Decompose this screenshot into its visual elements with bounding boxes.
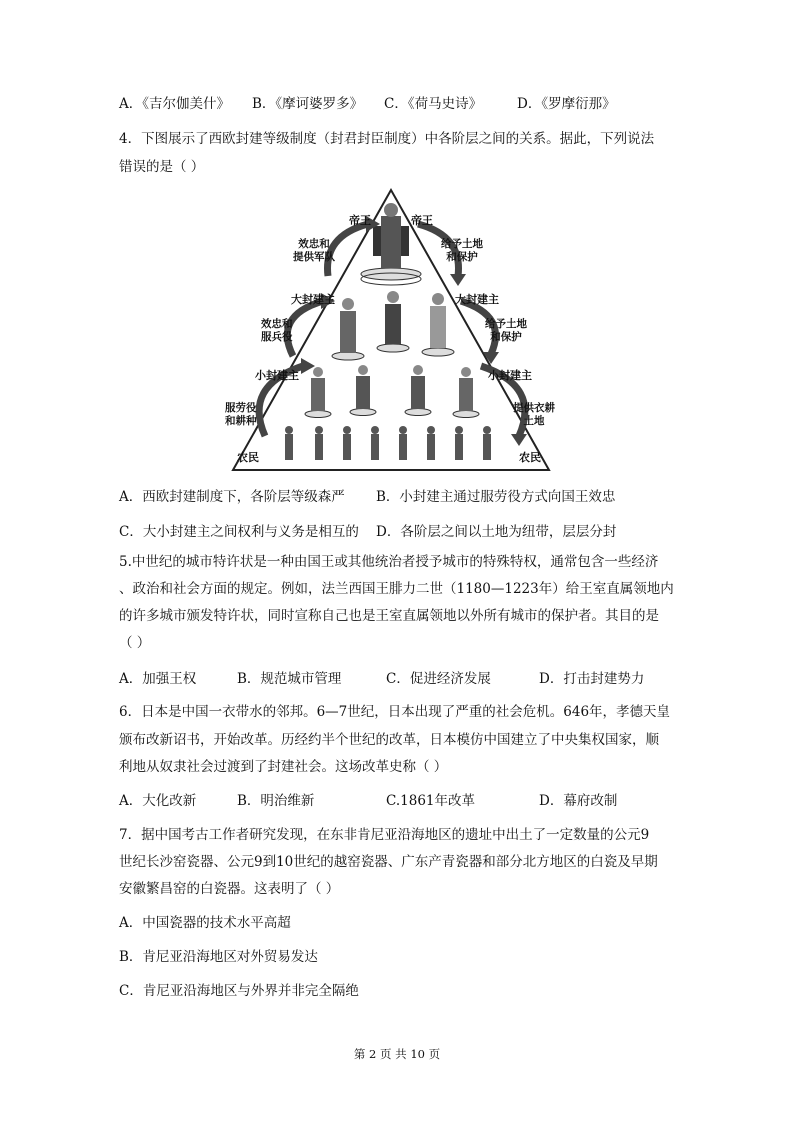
arrow-label-down-bottom: 提供衣耕 土地 [513,402,555,427]
arrow-label-up-bottom: 服劳役 和耕种 [225,402,257,427]
q6-option-a: A．大化改新 [119,793,197,809]
label-king-left: 帝王 [349,214,371,227]
q5-line4: （ ） [119,635,151,651]
q7-option-b: B．肯尼亚沿海地区对外贸易发达 [119,949,318,965]
q5-line2: 、政治和社会方面的规定。例如，法兰西国王腓力二世（1180—1223年）给王室直属领地内 [119,581,674,597]
q3-option-b: B．《摩诃婆罗多》 [252,96,364,112]
arrow-label-up-top: 效忠和 提供军队 [293,238,335,263]
label-great-lord-right: 大封建主 [455,293,499,306]
arrow-label-up-mid: 效忠和 服兵役 [261,318,293,343]
q5-line1: 5.中世纪的城市特许状是一种由国王或其他统治者授予城市的特殊特权，通常包含一些经济 [119,554,659,570]
q6-line3: 利地从奴隶社会过渡到了封建社会。这场改革史称（ ） [119,759,448,775]
great-lord-figures [332,291,454,360]
q4-stem-line1: 4．下图展示了西欧封建等级制度（封君封臣制度）中各阶层之间的关系。据此，下列说法 [119,131,655,147]
q6-option-d: D．幕府改制 [539,793,618,809]
lesser-lord-figures [305,365,479,418]
king-platform [361,268,421,280]
q3-option-d: D．《罗摩衍那》 [517,96,616,112]
label-peasant-right: 农民 [519,451,541,464]
q5-line3: 的许多城市颁发特许状，同时宣称自己也是王室直属领地以外所有城市的保护者。其目的是 [119,608,659,624]
q4-option-b: B．小封建主通过服劳役方式向国王效忠 [376,489,616,505]
arrow-label-down-mid: 给予土地 和保护 [485,318,527,343]
label-great-lord-left: 大封建主 [291,293,335,306]
arrow-label-down-top: 给予土地 和保护 [441,238,483,263]
q7-option-c: C．肯尼亚沿海地区与外界并非完全隔绝 [119,983,359,999]
q6-line1: 6．日本是中国一衣带水的邻邦。6—7世纪，日本出现了严重的社会危机。646年，孝德天皇 [119,704,671,720]
q7-line2: 世纪长沙窑瓷器、公元9到10世纪的越窑瓷器、广东产青瓷器和部分北方地区的白瓷及早期 [119,854,658,870]
q5-option-d: D．打击封建势力 [539,671,645,687]
q4-option-d: D．各阶层之间以土地为纽带，层层分封 [376,524,617,540]
q5-option-b: B．规范城市管理 [237,671,342,687]
q7-line3: 安徽繁昌窑的白瓷器。这表明了（ ） [119,881,340,897]
label-peasant-left: 农民 [237,451,259,464]
q6-option-c: C.1861年改革 [386,793,475,809]
q4-stem-line2: 错误的是（ ） [119,159,205,175]
feudal-pyramid-figure [223,186,559,476]
q6-option-b: B．明治维新 [237,793,315,809]
q3-option-c: C．《荷马史诗》 [384,96,483,112]
q4-option-a: A．西欧封建制度下，各阶层等级森严 [119,489,345,505]
q3-option-a: A．《吉尔伽美什》 [119,96,230,112]
page-number: 第 2 页 共 10 页 [353,1047,441,1061]
label-king-right: 帝王 [411,214,433,227]
q6-line2: 颁布改新诏书，开始改革。历经约半个世纪的改革，日本模仿中国建立了中央集权国家，顺 [119,732,659,748]
label-lesser-lord-left: 小封建主 [255,369,299,382]
q7-option-a: A．中国瓷器的技术水平高超 [119,915,291,931]
q4-option-c: C．大小封建主之间权利与义务是相互的 [119,524,359,540]
peasant-figures [285,426,491,460]
label-lesser-lord-right: 小封建主 [488,369,532,382]
q7-line1: 7．据中国考古工作者研究发现，在东非肯尼亚沿海地区的遗址中出土了一定数量的公元9 [119,827,650,843]
q5-option-c: C．促进经济发展 [386,671,491,687]
q5-option-a: A．加强王权 [119,671,197,687]
